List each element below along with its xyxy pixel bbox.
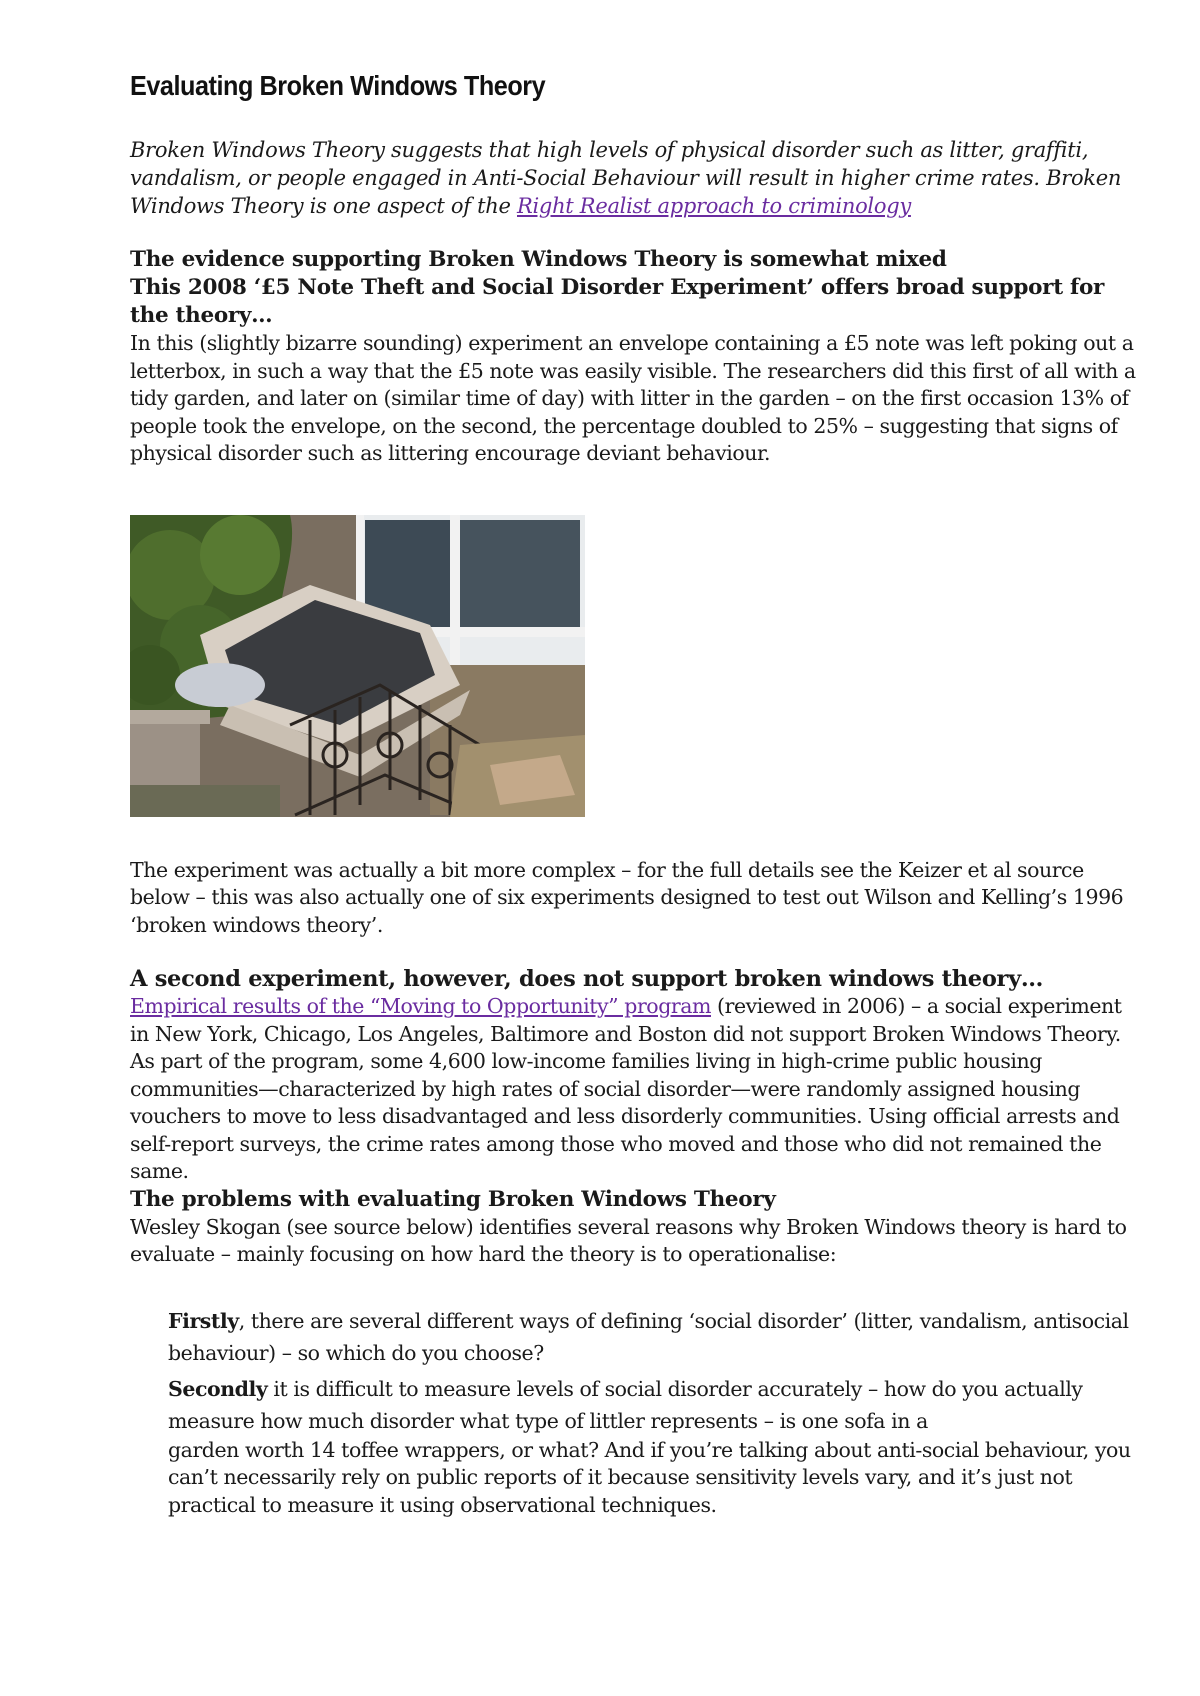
section-subheading-experiment: This 2008 ‘£5 Note Theft and Social Disorder Experiment’ offers broad support for the theory…	[130, 275, 1105, 328]
skogan-paragraph: Wesley Skogan (see source below) identifies several reasons why Broken Windows theory is hard to evaluate – mainly focusing on how hard the theory is to operationalise:	[130, 1214, 1127, 1266]
photo-mattress-garden	[130, 515, 585, 817]
section-evidence	[130, 246, 1140, 468]
section-second-experiment	[130, 965, 1140, 1269]
secondly-text-a: it is difficult to measure levels of social disorder accurately – how do you actually measure how much disorder what type of littler represents – is one sofa in a	[168, 1376, 1083, 1433]
moving-to-opportunity-link[interactable]: Empirical results of the “Moving to Opportunity” program	[130, 994, 711, 1018]
firstly-label: Firstly	[168, 1308, 239, 1333]
moving-to-opportunity-text: (reviewed in 2006) – a social experiment in New York, Chicago, Los Angeles, Baltimore and Boston did not support Broken Windows Theory. As part of the program, some 4,600 low-income families living in high-crime public housing communities—characterized by high rates of social disorder—were randomly assigned housing vouchers to move to less disadvantaged and less disorderly communities. Using official arrests and self-report surveys, the crime rates among those who moved and those who did not remained the same.	[130, 994, 1122, 1183]
page-title: Evaluating Broken Windows Theory	[130, 70, 546, 101]
list-item	[168, 1305, 1148, 1369]
firstly-text: , there are several different ways of defining ‘social disorder’ (litter, vandalism, antisocial behaviour) – so which do you choose?	[168, 1308, 1129, 1365]
secondly-text-b: garden worth 14 toffee wrappers, or what? And if you’re talking about anti-social behaviour, you can’t necessarily rely on public reports of it because sensitivity levels vary, and it’s just not practical to measure it using observational techniques.	[168, 1437, 1131, 1517]
intro-text: Broken Windows Theory suggests that high levels of physical disorder such as litter, graffiti, vandalism, or people engaged in Anti-Social Behaviour will result in higher crime rates. Broken Windows Theory is one aspect of the	[130, 138, 1122, 218]
experiment-details-paragraph: The experiment was actually a bit more complex – for the full details see the Keizer et al source below – this was also actually one of six experiments designed to test out Wilson and Kelling’s 1996 ‘broken windows theory’.	[130, 857, 1124, 937]
section-heading-evidence: The evidence supporting Broken Windows Theory is somewhat mixed	[130, 247, 947, 272]
intro-paragraph	[130, 136, 1140, 220]
right-realist-link[interactable]: Right Realist approach to criminology	[517, 194, 911, 218]
experiment-description: In this (slightly bizarre sounding) experiment an envelope containing a £5 note was left poking out a letterbox, in such a way that the £5 note was easily visible. The researchers did this first of all with a tidy garden, and later on (similar time of day) with litter in the garden – on the first occasion 13% of people took the envelope, on the second, the percentage doubled to 25% – suggesting that signs of physical disorder such as littering encourage deviant behaviour.	[130, 331, 1136, 465]
section-heading-problems: The problems with evaluating Broken Windows Theory	[130, 1186, 776, 1212]
secondly-label: Secondly	[168, 1376, 268, 1401]
section-heading-second-experiment: A second experiment, however, does not support broken windows theory…	[130, 966, 1044, 992]
moving-to-opportunity-paragraph	[130, 993, 1140, 1186]
list-item	[168, 1373, 1148, 1520]
reasons-list	[168, 1305, 1148, 1520]
mattress-garden-illustration	[130, 515, 585, 817]
document-content	[130, 70, 1140, 1519]
